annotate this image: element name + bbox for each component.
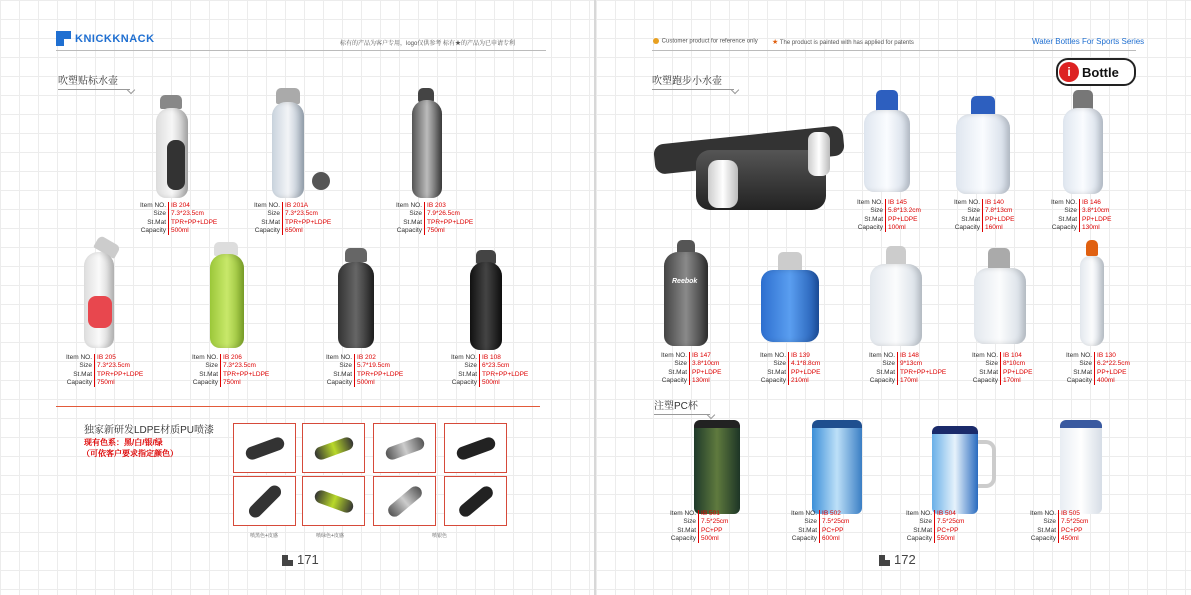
bottle-cap — [778, 252, 802, 272]
cup-ib504 — [932, 426, 978, 514]
spec-ib504: Item NO. Size St.Mat Capacity IB 504 7.5*25cm PC+PP 550ml — [906, 510, 965, 542]
pu-caption-black: 喷黑色+皮感 — [250, 533, 278, 539]
spec-ib206: Item NO. Size St.Mat Capacity IB 206 7.3*23.5cm TPR+PP+LDPE 750ml — [192, 354, 270, 386]
bottle-ib201a — [272, 102, 304, 198]
bottle-ib140 — [956, 114, 1010, 194]
right-page — [596, 0, 1191, 595]
spec-ib140: Item NO. Size St.Mat Capacity IB 140 7.8*13cm PP+LDPE 160ml — [954, 199, 1015, 231]
cup-ib502 — [812, 420, 862, 514]
spec-ib205: Item NO. Size St.Mat Capacity IB 205 7.3*23.5cm TPR+PP+LDPE 750ml — [66, 354, 144, 386]
pu-colors: 现有色系：黑/白/银/绿 — [84, 438, 163, 447]
pu-caption-green: 喷绿色+皮感 — [316, 533, 344, 539]
cup-handle — [978, 440, 996, 488]
page-number-mark — [879, 555, 890, 566]
patent-star-icon: ★ — [772, 39, 779, 46]
pu-note: （可依客户要求指定颜色） — [82, 449, 178, 458]
spec-ib104: Item NO. Size St.Mat Capacity IB 104 8*10cm PP+LDPE 170ml — [972, 352, 1033, 384]
bottle-ib145 — [864, 110, 910, 192]
spec-ib202: Item NO. Size St.Mat Capacity IB 202 5.7*19.5cm TPR+PP+LDPE 500ml — [326, 354, 404, 386]
pu-swatch — [233, 423, 296, 473]
pu-swatch — [373, 423, 436, 473]
spec-ib201a: Item NO. Size St.Mat Capacity IB 201A 7.3*23.5cm TPR+PP+LDPE 650ml — [254, 202, 332, 234]
bottle-grip — [167, 140, 185, 190]
pu-caption-silver: 喷银色 — [432, 533, 448, 539]
pu-swatch — [373, 476, 436, 526]
spec-ib502: Item NO. Size St.Mat Capacity IB 502 7.5*25cm PC+PP 600ml — [791, 510, 850, 542]
spec-ib145: Item NO. Size St.Mat Capacity IB 145 5.8*13.2cm PP+LDPE 100ml — [857, 199, 921, 231]
pu-swatch — [302, 423, 365, 473]
bottle-cap — [1086, 240, 1098, 256]
bottle-ib206 — [210, 254, 244, 348]
header-rule — [652, 50, 1136, 51]
bottle-cap — [876, 90, 898, 112]
belt-bottle — [808, 132, 830, 176]
section-title-pc: 注塑PC杯 — [654, 397, 698, 412]
page-number-mark — [282, 555, 293, 566]
pu-title: 独家新研发LDPE材质PU喷漆 — [84, 425, 215, 436]
spec-ib203: Item NO. Size St.Mat Capacity IB 203 7.9*26.5cm TPR+PP+LDPE 750ml — [396, 202, 474, 234]
pu-swatch — [233, 476, 296, 526]
bottle-cap — [886, 246, 906, 266]
cup-ib505 — [1060, 420, 1102, 514]
header-rule — [56, 50, 546, 51]
bottle-cap — [1073, 90, 1093, 110]
spec-ib204: Item NO. Size St.Mat Capacity IB 204 7.3*23.5cm TPR+PP+LDPE 500ml — [140, 202, 218, 234]
spec-ib501: Item NO. Size St.Mat Capacity IB 501 7.5*25cm PC+PP 500ml — [670, 510, 729, 542]
bottle-ib202 — [338, 262, 374, 348]
spec-ib130: Item NO. Size St.Mat Capacity IB 130 6.2*22.5cm PP+LDPE 400ml — [1066, 352, 1130, 384]
customer-dot-icon — [653, 38, 659, 44]
spec-ib147: Item NO. Size St.Mat Capacity IB 147 3.8*10cm PP+LDPE 130ml — [661, 352, 722, 384]
series-title: Water Bottles For Sports Series — [1032, 37, 1145, 46]
belt-bottle — [708, 160, 738, 208]
bottle-ib147 — [664, 252, 708, 346]
bottle-ib108 — [470, 262, 502, 350]
bottle-grip — [88, 296, 112, 328]
brand-logo-mark — [56, 31, 71, 46]
bottle-cap — [345, 248, 367, 262]
left-page — [0, 0, 594, 595]
section-divider — [56, 406, 540, 407]
spec-ib505: Item NO. Size St.Mat Capacity IB 505 7.5*25cm PC+PP 450ml — [1030, 510, 1089, 542]
pu-swatch — [302, 476, 365, 526]
spec-ib108: Item NO. Size St.Mat Capacity IB 108 6*23.5cm TPR+PP+LDPE 500ml — [451, 354, 529, 386]
spec-ib148: Item NO. Size St.Mat Capacity IB 148 9*13cm TPR+PP+LDPE 170ml — [869, 352, 947, 384]
section-title-blow-label: 吹塑贴标水壶 — [58, 72, 118, 87]
ibottle-logo: i Bottle — [1056, 58, 1136, 86]
reebok-logo: Reebok — [672, 278, 698, 285]
bottle-cap — [988, 248, 1010, 270]
pu-swatch — [444, 423, 507, 473]
spec-ib146: Item NO. Size St.Mat Capacity IB 146 3.8*10cm PP+LDPE 130ml — [1051, 199, 1112, 231]
page-number-right: 172 — [894, 552, 916, 567]
page-number-left: 171 — [297, 552, 319, 567]
bottle-cap — [160, 95, 182, 109]
bottle-ib139 — [761, 270, 819, 342]
bottle-accessory-cap — [312, 172, 330, 190]
brand-logo — [56, 31, 155, 46]
bottle-ib148 — [870, 264, 922, 346]
bottle-ib203 — [412, 100, 442, 198]
brand-name: KNICKKNACK — [75, 32, 155, 45]
spec-ib139: Item NO. Size St.Mat Capacity IB 139 4.1*8.8cm PP+LDPE 210ml — [760, 352, 821, 384]
bottle-cap — [971, 96, 995, 116]
right-header-note-1: Customer product for reference only — [652, 38, 758, 45]
bottle-ib130 — [1080, 256, 1104, 346]
left-header-note: 标有的产品为客户专用，logo仅供参考 标有★的产品为已申请专利 — [340, 41, 516, 47]
section-title-running: 吹塑跑步小水壶 — [652, 72, 722, 87]
ibottle-i-icon: i — [1059, 62, 1079, 82]
cup-ib501 — [694, 420, 740, 514]
pu-swatch — [444, 476, 507, 526]
bottle-ib146 — [1063, 108, 1103, 194]
bottle-ib104 — [974, 268, 1026, 344]
right-header-note-2: ★ The product is painted with has applied for patents — [772, 39, 914, 46]
